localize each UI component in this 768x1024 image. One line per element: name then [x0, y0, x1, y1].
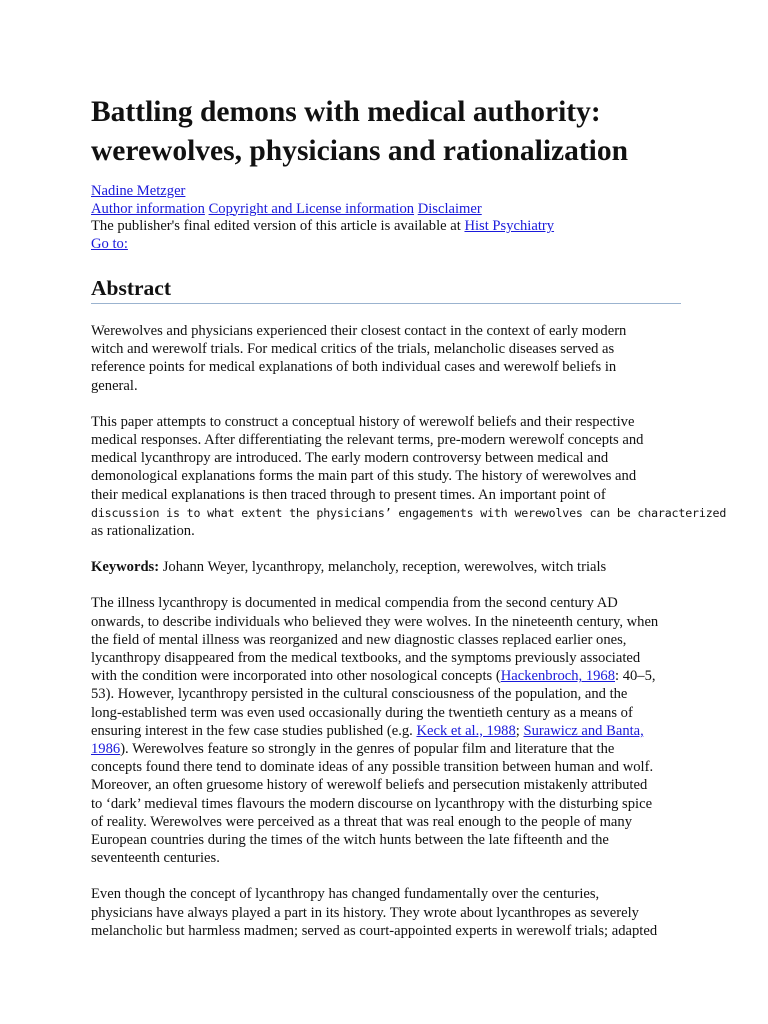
article-content — [91, 93, 727, 940]
abstract-paragraph-1 — [91, 322, 681, 395]
keywords-label: Keywords: — [91, 559, 160, 576]
journal-link[interactable]: Hist Psychiatry — [464, 218, 555, 234]
author-link[interactable]: Nadine Metzger — [91, 183, 186, 199]
abstract-p1-line: general. — [91, 377, 138, 394]
ref-separator: ; — [515, 722, 524, 739]
body-line: with the condition were incorporated into other nosological concepts ( — [91, 668, 501, 685]
ref-surawicz-year-link[interactable]: 1986 — [91, 741, 121, 758]
publisher-note: The publisher's final edited version of this article is available at — [91, 218, 465, 234]
article-title — [91, 93, 681, 171]
body-line: The illness lycanthropy is documented in medical compendia from the second century AD — [91, 595, 618, 612]
body-line: physicians have always played a part in its history. They wrote about lycanthropes as severely — [91, 904, 639, 921]
abstract-p1-line: Werewolves and physicians experienced their closest contact in the context of early modern — [91, 323, 627, 339]
body-line: Moreover, an often gruesome history of werewolf beliefs and persecution mistakenly attributed — [91, 777, 648, 794]
abstract-p2-line: medical lycanthropy are introduced. The early modern controversy between medical and — [91, 450, 609, 467]
title-line-1: Battling demons with medical authority: — [91, 96, 601, 128]
body-line: Even though the concept of lycanthropy has changed fundamentally over the centuries, — [91, 886, 600, 903]
abstract-paragraph-2 — [91, 413, 727, 540]
article-meta — [91, 183, 681, 253]
body-line: : 40–5, — [615, 668, 656, 685]
keywords-text: Johann Weyer, lycanthropy, melancholy, reception, werewolves, witch trials — [159, 559, 607, 576]
body-line: of reality. Werewolves were perceived as a threat that was real enough to the people of many — [91, 813, 633, 830]
abstract-p2-line: This paper attempts to construct a conceptual history of werewolf beliefs and their respective — [91, 413, 635, 430]
abstract-p1-line: reference points for medical explanations of both individual cases and werewolf beliefs in — [91, 359, 617, 376]
body-line: lycanthropy disappeared from the medical textbooks, and the symptoms previously associated — [91, 650, 641, 667]
abstract-p1-line: witch and werewolf trials. For medical critics of the trials, melancholic diseases served as — [91, 341, 615, 358]
body-paragraph-2 — [91, 885, 681, 940]
disclaimer-link[interactable]: Disclaimer — [417, 200, 482, 217]
body-line: to ‘dark’ medieval times flavours the modern discourse on lycanthropy with the disturbing spice — [91, 795, 653, 812]
abstract-p2-line: as rationalization. — [91, 523, 195, 540]
body-line: ensuring interest in the few case studies published (e.g. — [91, 722, 417, 739]
ref-hackenbroch-link[interactable]: Hackenbroch, 1968 — [500, 668, 616, 685]
abstract-heading: Abstract — [91, 274, 681, 304]
abstract-p2-line: their medical explanations is then traced through to present times. An important point of — [91, 486, 606, 503]
body-line: concepts found there tend to dominate ideas of any possible transition between human and wolf. — [91, 759, 654, 776]
body-line: seventeenth centuries. — [91, 850, 220, 867]
copyright-license-link[interactable]: Copyright and License information — [208, 200, 415, 217]
body-line: long-established term was even used occasionally during the twentieth century as a means of — [91, 704, 633, 721]
ref-surawicz-link[interactable]: Surawicz and Banta, — [523, 722, 644, 739]
body-line: onwards, to describe individuals who believed they were wolves. In the nineteenth century, when — [91, 613, 659, 630]
ref-keck-link[interactable]: Keck et al., 1988 — [416, 722, 516, 739]
body-line: ). Werewolves feature so strongly in the genres of popular film and literature that the — [120, 741, 615, 758]
go-to-link[interactable]: Go to: — [91, 235, 128, 252]
body-line: European countries during the times of the witch hunts between the late fifteenth and the — [91, 832, 609, 849]
body-paragraph-1 — [91, 594, 681, 867]
body-line: melancholic but harmless madmen; served as court-appointed experts in werewolf trials; adapted — [91, 922, 658, 939]
abstract-p2-line: demonological explanations forms the main part of this study. The history of werewolves and — [91, 468, 637, 485]
keywords-line — [91, 558, 681, 576]
body-line: the field of mental illness was reorganized and new diagnostic classes replaced earlier ones, — [91, 631, 627, 648]
author-information-link[interactable]: Author information — [91, 200, 205, 217]
body-line: 53). However, lycanthropy persisted in the cultural consciousness of the population, and the — [91, 686, 628, 703]
title-line-2: werewolves, physicians and rationalization — [91, 135, 629, 167]
abstract-p2-line: medical responses. After differentiating the relevant terms, pre-modern werewolf concepts and — [91, 432, 644, 449]
abstract-p2-line: discussion is to what extent the physicians’ engagements with werewolves can be characterized — [91, 505, 727, 520]
